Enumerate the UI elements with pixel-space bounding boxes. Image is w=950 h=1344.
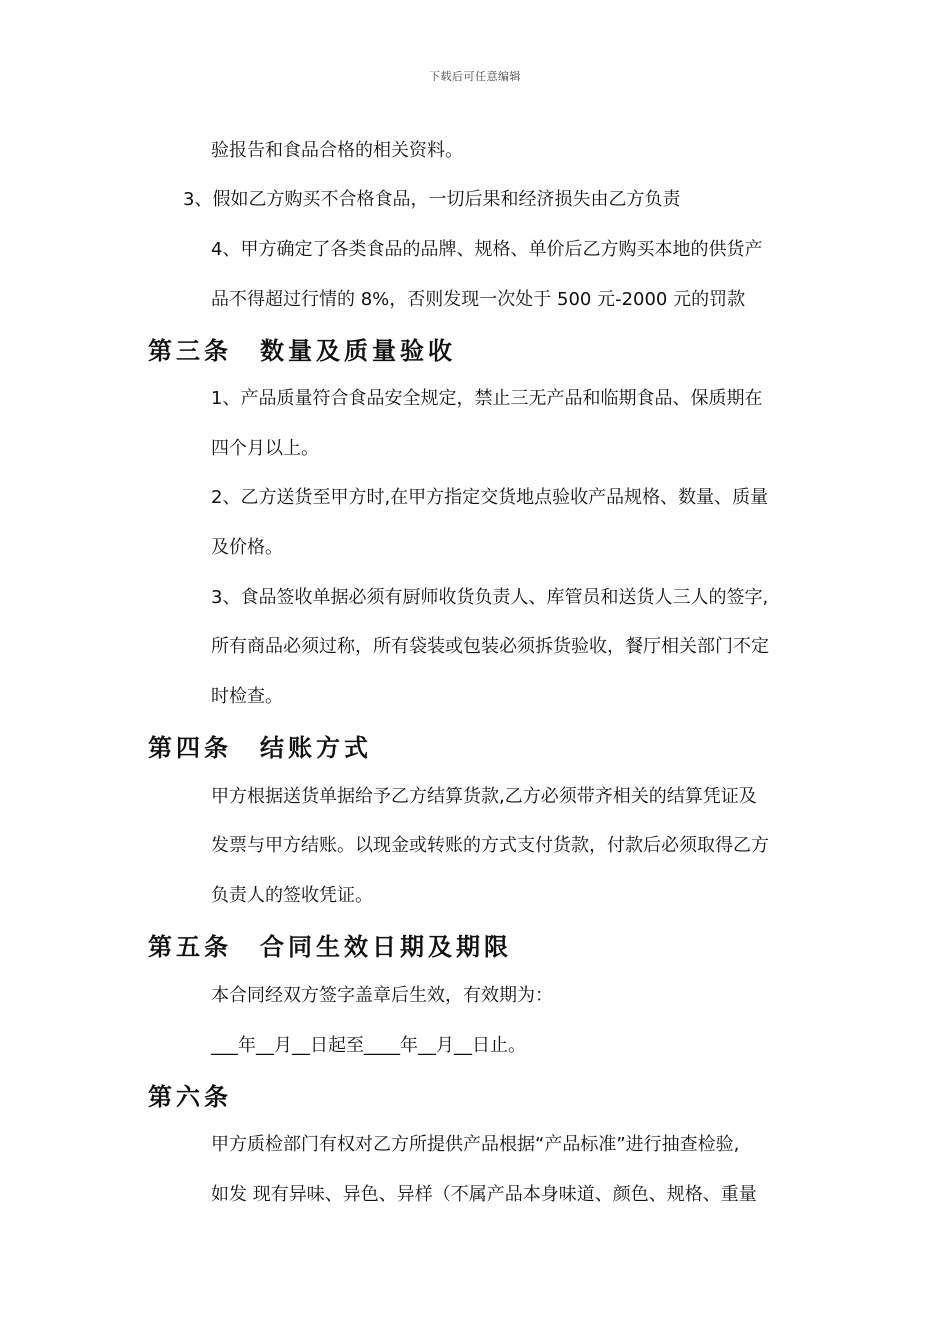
section-heading-5	[148, 932, 512, 962]
section-title: 合同生效日期及期限	[260, 932, 512, 961]
section-heading-3	[148, 336, 456, 366]
paragraph-line: 3、食品签收单据必须有厨师收货负责人、库管员和送货人三人的签字,	[211, 587, 769, 608]
paragraph-line: 时检查。	[211, 686, 283, 707]
section-number: 第四条	[148, 733, 232, 762]
paragraph-line: 甲方根据送货单据给予乙方结算货款,乙方必须带齐相关的结算凭证及	[211, 786, 757, 807]
section-number: 第三条	[148, 336, 232, 365]
section-heading-4	[148, 733, 372, 763]
paragraph-line: 及价格。	[211, 537, 283, 558]
section-number: 第六条	[148, 1082, 232, 1111]
paragraph-line: 所有商品必须过称，所有袋装或包装必须拆货验收，餐厅相关部门不定	[211, 636, 769, 657]
paragraph-line: 本合同经双方签字盖章后生效，有效期为：	[211, 985, 553, 1006]
paragraph-line: 如发 现有异味、异色、异样（不属产品本身味道、颜色、规格、重量	[211, 1184, 757, 1205]
paragraph-line: 品不得超过行情的 8%，否则发现一次处于 500 元-2000 元的罚款	[211, 289, 746, 310]
section-title: 数量及质量验收	[260, 336, 456, 365]
paragraph-line: 3、假如乙方购买不合格食品，一切后果和经济损失由乙方负责	[183, 189, 681, 210]
section-title: 结账方式	[260, 733, 372, 762]
paragraph-line: ___年__月__日起至____年__月__日止。	[211, 1035, 526, 1056]
paragraph-line: 四个月以上。	[211, 438, 319, 459]
section-number: 第五条	[148, 932, 232, 961]
section-heading-6	[148, 1082, 232, 1112]
header-note: 下载后可任意编辑	[429, 70, 521, 83]
paragraph-line: 发票与甲方结账。以现金或转账的方式支付货款，付款后必须取得乙方	[211, 835, 769, 856]
paragraph-line: 2、乙方送货至甲方时,在甲方指定交货地点验收产品规格、数量、质量	[211, 487, 769, 508]
paragraph-line: 甲方质检部门有权对乙方所提供产品根据“产品标准”进行抽查检验,	[211, 1134, 740, 1155]
paragraph-line: 1、产品质量符合食品安全规定，禁止三无产品和临期食品、保质期在	[211, 388, 763, 409]
paragraph-line: 负责人的签收凭证。	[211, 885, 373, 906]
paragraph-line: 4、甲方确定了各类食品的品牌、规格、单价后乙方购买本地的供货产	[211, 239, 763, 260]
paragraph-line: 验报告和食品合格的相关资料。	[211, 140, 463, 161]
